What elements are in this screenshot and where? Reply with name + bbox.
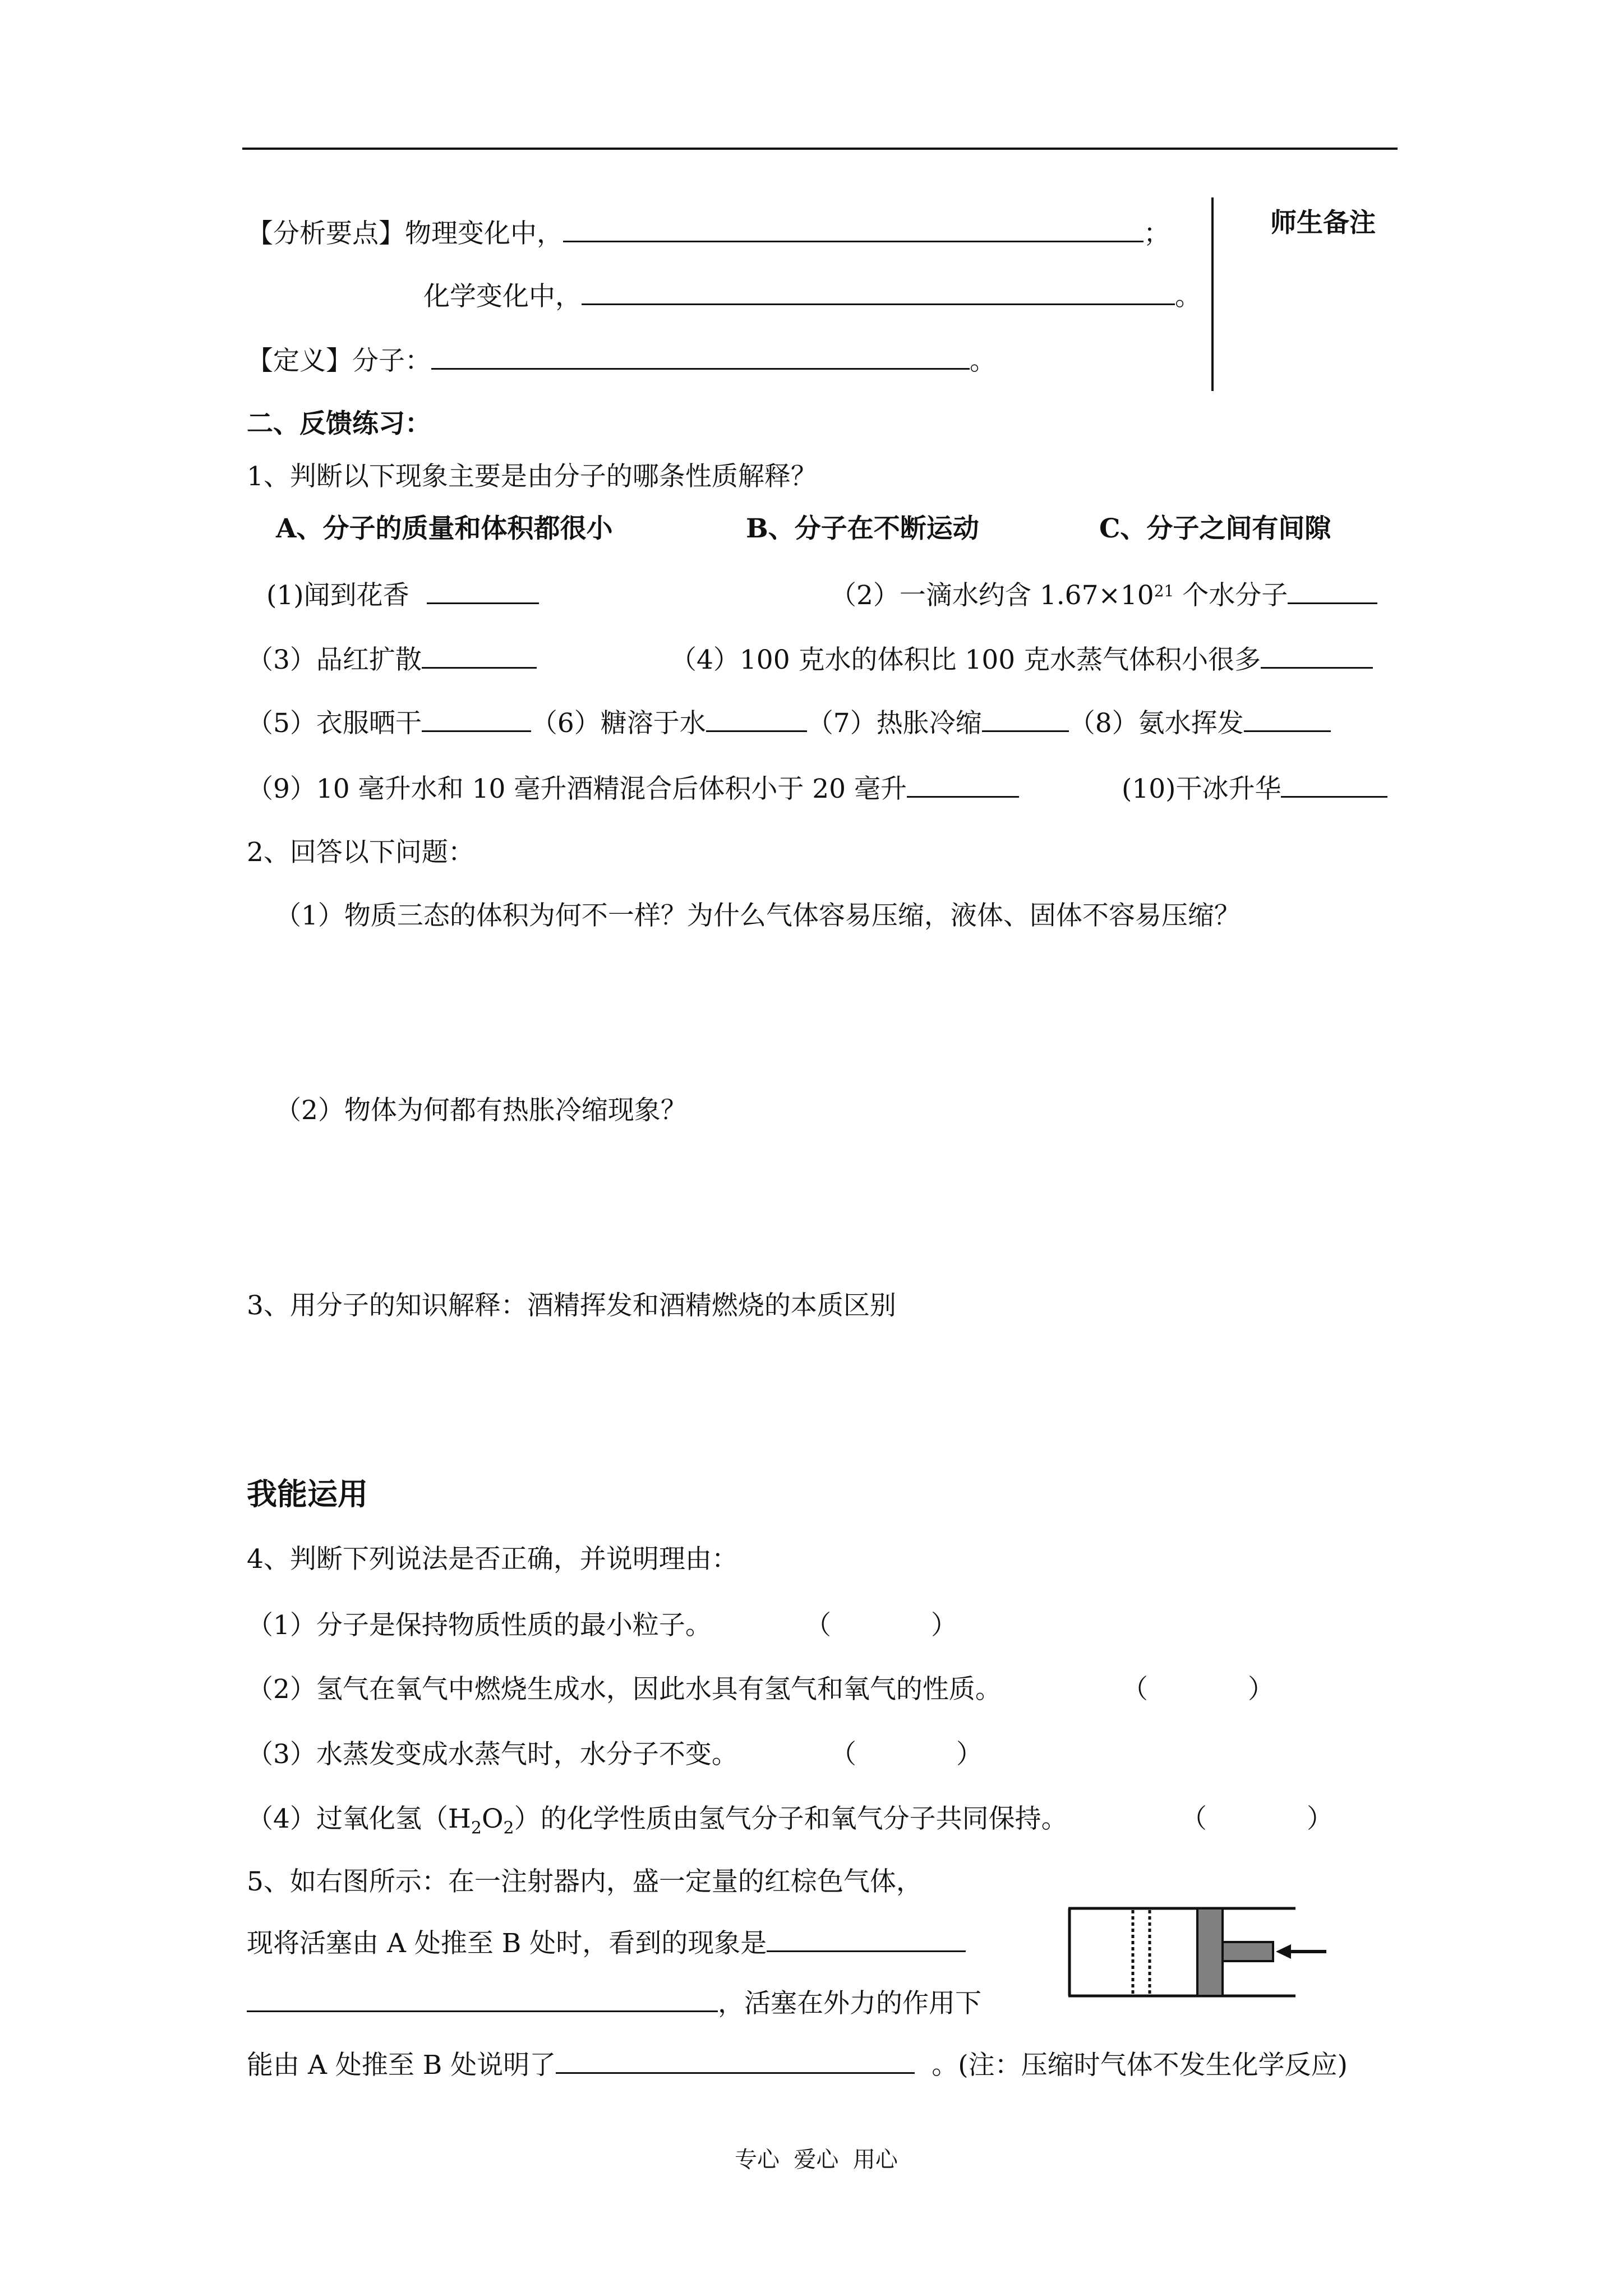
q1-item-1 xyxy=(266,578,539,613)
q1-item-9-text: （9）10 毫升水和 10 毫升酒精混合后体积小于 20 毫升 xyxy=(247,774,907,804)
footer-text: 专心 爱心 用心 xyxy=(735,2147,898,2173)
definition-end: 。 xyxy=(970,346,996,376)
q1-item-2-blank[interactable] xyxy=(1288,578,1377,604)
q1-item-1-blank[interactable] xyxy=(427,578,539,604)
q1-item-3-text: （3）品红扩散 xyxy=(247,645,422,675)
q4-s4-sub2: 2 xyxy=(503,1818,514,1838)
analysis-physical xyxy=(247,216,1170,251)
piston-rod xyxy=(1223,1942,1273,1961)
q5-line-2 xyxy=(247,1926,966,1961)
q1-item-5-blank[interactable] xyxy=(422,706,531,732)
q4-answer-2-close: ） xyxy=(1248,1674,1274,1705)
analysis-physical-label: 【分析要点】物理变化中， xyxy=(247,218,563,249)
q4-answer-1-open: （ xyxy=(805,1610,831,1641)
q2-sub-2: （2）物体为何都有热胀冷缩现象？ xyxy=(275,1095,687,1126)
q5-line-4 xyxy=(247,2047,1348,2082)
q4-statement-3: （3）水蒸发变成水蒸气时，水分子不变。 xyxy=(247,1739,738,1770)
q5-phenomenon-blank[interactable] xyxy=(767,1926,966,1952)
q1-item-3 xyxy=(247,642,537,677)
notes-divider xyxy=(1211,197,1214,391)
q5-line-1: 5、如右图所示：在一注射器内，盛一定量的红棕色气体， xyxy=(247,1866,923,1897)
q1-item-3-blank[interactable] xyxy=(422,642,537,669)
q1-item-2 xyxy=(830,578,1377,613)
q2-sub-1: （1）物质三态的体积为何不一样？为什么气体容易压缩，液体、固体不容易压缩？ xyxy=(275,900,1241,931)
q1-option-b: B、分子在不断运动 xyxy=(746,513,979,544)
q1-item-7-text: （7）热胀冷缩 xyxy=(806,708,982,739)
syringe-diagram xyxy=(1066,1896,1335,2008)
q1-item-5-text: （5）衣服晒干 xyxy=(247,708,422,739)
q1-option-c: C、分子之间有间隙 xyxy=(1099,513,1331,544)
q4-s4-sub1: 2 xyxy=(471,1818,482,1838)
q4-answer-3-close: ） xyxy=(956,1739,983,1770)
q5-line-4-end: 。(注：压缩时气体不发生化学反应) xyxy=(932,2050,1348,2081)
q1-item-9 xyxy=(247,771,1019,806)
section-apply-title: 我能运用 xyxy=(247,1476,368,1512)
q1-item-7-blank[interactable] xyxy=(982,706,1069,732)
q1-item-9-blank[interactable] xyxy=(907,771,1019,798)
q1-item-4-blank[interactable] xyxy=(1261,642,1373,669)
q1-item-2-post: 个水分子 xyxy=(1174,580,1288,611)
q4-answer-3-open: （ xyxy=(830,1739,856,1770)
q1-option-a: A、分子的质量和体积都很小 xyxy=(276,513,613,544)
definition-label: 【定义】分子： xyxy=(247,346,431,376)
q1-item-6-text: （6）糖溶于水 xyxy=(531,708,706,739)
q4-s4-mid: O xyxy=(481,1803,504,1834)
q1-item-10-text: (10)干冰升华 xyxy=(1122,774,1281,804)
q5-line-2-text: 现将活塞由 A 处推至 B 处时，看到的现象是 xyxy=(247,1928,767,1959)
analysis-physical-end: ； xyxy=(1144,218,1170,249)
piston-a-position xyxy=(1197,1908,1223,1996)
q1-item-4-text: （4）100 克水的体积比 100 克水蒸气体积小很多 xyxy=(670,645,1261,675)
q5-line-4-text: 能由 A 处推至 B 处说明了 xyxy=(247,2050,556,2081)
q4-stem: 4、判断下列说法是否正确，并说明理由： xyxy=(247,1544,738,1575)
q4-answer-4-close: ） xyxy=(1307,1803,1333,1834)
q4-s4-post: ）的化学性质由氢气分子和氧气分子共同保持。 xyxy=(514,1803,1068,1834)
q1-item-8-blank[interactable] xyxy=(1244,706,1331,732)
piston-b-position xyxy=(1133,1908,1150,1996)
analysis-chemical-label: 化学变化中， xyxy=(423,281,582,312)
q3-stem: 3、用分子的知识解释：酒精挥发和酒精燃烧的本质区别 xyxy=(247,1290,896,1321)
definition-blank[interactable] xyxy=(431,343,970,370)
q5-phenomenon-blank-2[interactable] xyxy=(247,1986,718,2012)
q2-stem: 2、回答以下问题： xyxy=(247,837,474,868)
q1-stem: 1、判断以下现象主要是由分子的哪条性质解释？ xyxy=(247,461,817,492)
chemical-blank[interactable] xyxy=(582,279,1175,305)
q1-item-2-pre: （2）一滴水约含 1.67×10 xyxy=(830,580,1154,611)
q5-line-3 xyxy=(247,1986,981,2021)
q1-item-2-exp: 21 xyxy=(1154,582,1174,600)
notes-title: 师生备注 xyxy=(1270,208,1376,238)
q4-statement-2: （2）氢气在氧气中燃烧生成水，因此水具有氢气和氧气的性质。 xyxy=(247,1674,1002,1705)
physical-blank[interactable] xyxy=(563,216,1144,242)
force-arrow-head xyxy=(1276,1944,1291,1959)
analysis-chemical xyxy=(423,279,1201,314)
q4-answer-2-open: （ xyxy=(1122,1674,1148,1705)
analysis-chemical-end: 。 xyxy=(1175,281,1201,312)
q4-answer-1-close: ） xyxy=(931,1610,957,1641)
q1-item-10 xyxy=(1122,771,1387,806)
q4-statement-1: （1）分子是保持物质性质的最小粒子。 xyxy=(247,1610,712,1641)
q1-item-10-blank[interactable] xyxy=(1281,771,1387,798)
q5-line-3-text: ，活塞在外力的作用下 xyxy=(718,1988,981,2019)
q4-s4-pre: （4）过氧化氢（H xyxy=(247,1803,471,1834)
q1-item-1-text: (1)闻到花香 xyxy=(266,580,409,611)
definition-molecule xyxy=(247,343,996,378)
q4-statement-4 xyxy=(247,1802,1068,1845)
q1-item-4 xyxy=(670,642,1373,677)
q4-answer-4-open: （ xyxy=(1181,1803,1207,1834)
header-rule xyxy=(242,148,1398,150)
section-feedback-title: 二、反馈练习： xyxy=(247,408,431,439)
q1-item-6-blank[interactable] xyxy=(706,706,807,732)
q5-explain-blank[interactable] xyxy=(556,2047,915,2074)
q1-row-5-8 xyxy=(247,706,1331,740)
q1-item-8-text: （8）氨水挥发 xyxy=(1068,708,1244,739)
